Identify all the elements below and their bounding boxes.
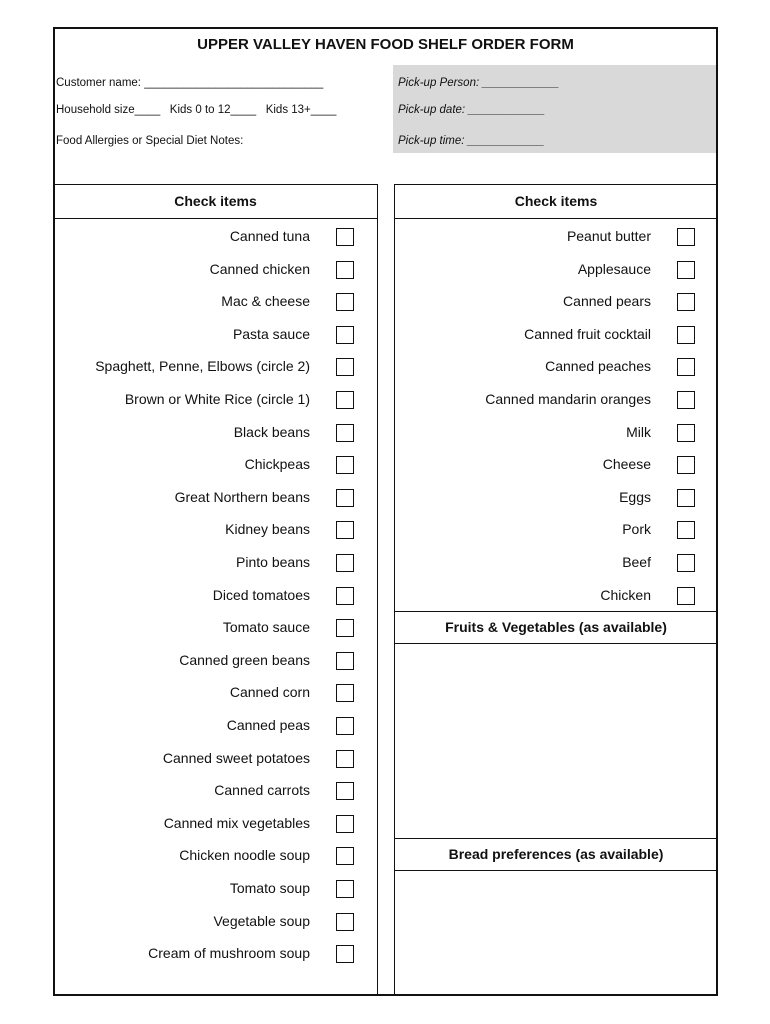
right-item-label: Canned mandarin oranges — [485, 391, 651, 407]
bread-bottom-divider — [394, 870, 718, 871]
pickup-time-field[interactable]: Pick-up time: ____________ — [398, 135, 545, 147]
left-item-label: Tomato soup — [229, 880, 310, 896]
left-item-checkbox[interactable] — [336, 945, 354, 963]
left-item-label: Canned peas — [226, 717, 310, 733]
left-item-label: Mac & cheese — [221, 293, 310, 310]
right-item-checkbox[interactable] — [677, 587, 695, 605]
left-item-label: Brown or White Rice (circle 1) — [124, 391, 310, 407]
left-item-label: Black beans — [233, 423, 310, 440]
right-item-label: Canned fruit cocktail — [524, 325, 651, 342]
left-item-label: Kidney beans — [225, 521, 310, 538]
pickup-person-field[interactable]: Pick-up Person: ____________ — [398, 77, 560, 89]
right-item-checkbox[interactable] — [677, 358, 695, 376]
form-title: UPPER VALLEY HAVEN FOOD SHELF ORDER FORM — [197, 36, 574, 53]
right-item-label: Beef — [622, 554, 651, 570]
right-item-label: Canned peaches — [545, 358, 651, 375]
left-item-label: Pasta sauce — [232, 325, 310, 342]
left-item-label: Chicken noodle soup — [179, 847, 310, 864]
left-item-label: Great Northern beans — [174, 488, 310, 505]
right-item-checkbox[interactable] — [677, 424, 695, 442]
left-item-label: Canned carrots — [214, 782, 310, 799]
left-item-label: Vegetable soup — [213, 912, 310, 929]
right-item-checkbox[interactable] — [677, 521, 695, 539]
right-item-checkbox[interactable] — [677, 391, 695, 409]
left-item-checkbox[interactable] — [336, 913, 354, 931]
right-item-label: Chicken — [600, 586, 651, 603]
left-item-checkbox[interactable] — [336, 880, 354, 898]
right-item-checkbox[interactable] — [677, 489, 695, 507]
left-item-checkbox[interactable] — [336, 717, 354, 735]
right-item-label: Milk — [626, 423, 651, 440]
left-item-checkbox[interactable] — [336, 847, 354, 865]
left-item-label: Canned corn — [229, 684, 310, 701]
right-item-checkbox[interactable] — [677, 293, 695, 311]
bread-preferences-header: Bread preferences (as available) — [448, 846, 664, 862]
left-item-checkbox[interactable] — [336, 619, 354, 637]
right-item-checkbox[interactable] — [677, 326, 695, 344]
right-item-label: Applesauce — [577, 260, 651, 277]
fruits-vegetables-header: Fruits & Vegetables (as available) — [445, 619, 667, 635]
left-item-label: Canned green beans — [179, 651, 310, 668]
right-item-checkbox[interactable] — [677, 228, 695, 246]
right-item-label: Pork — [622, 521, 651, 538]
left-item-label: Canned tuna — [229, 228, 310, 244]
left-item-label: Cream of mushroom soup — [148, 945, 310, 962]
right-column-header: Check items — [514, 193, 598, 209]
right-header-divider — [394, 218, 718, 219]
pickup-date-field[interactable]: Pick-up date: ____________ — [398, 104, 546, 116]
right-item-checkbox[interactable] — [677, 261, 695, 279]
allergies-notes-field[interactable]: Food Allergies or Special Diet Notes: — [56, 135, 244, 147]
right-item-label: Eggs — [619, 488, 651, 505]
left-item-checkbox[interactable] — [336, 815, 354, 833]
left-item-label: Chickpeas — [244, 456, 310, 473]
left-item-checkbox[interactable] — [336, 652, 354, 670]
left-item-checkbox[interactable] — [336, 684, 354, 702]
customer-name-field[interactable]: Customer name: ____________________________ — [56, 77, 324, 89]
fruits-vegetables-area[interactable] — [396, 645, 716, 837]
fruits-top-divider — [394, 611, 718, 612]
left-item-label: Canned sweet potatoes — [162, 749, 310, 766]
right-item-checkbox[interactable] — [677, 456, 695, 474]
left-item-label: Pinto beans — [236, 554, 310, 570]
left-item-checkbox[interactable] — [336, 782, 354, 800]
right-item-label: Cheese — [602, 456, 651, 473]
left-column-header: Check items — [174, 193, 257, 209]
bread-preferences-area[interactable] — [396, 872, 716, 994]
fruits-bottom-divider — [394, 643, 718, 644]
left-item-label: Diced tomatoes — [212, 586, 310, 603]
left-item-label: Spaghett, Penne, Elbows (circle 2) — [95, 358, 310, 375]
right-item-checkbox[interactable] — [677, 554, 695, 572]
household-size-field[interactable]: Household size____ Kids 0 to 12____ Kids 13+____ — [56, 104, 337, 116]
right-item-label: Canned pears — [563, 293, 651, 310]
left-item-label: Tomato sauce — [222, 619, 310, 636]
left-item-label: Canned mix vegetables — [163, 814, 310, 831]
left-item-checkbox[interactable] — [336, 750, 354, 768]
right-item-label: Peanut butter — [566, 228, 651, 244]
left-header-divider — [53, 218, 378, 219]
bread-top-divider — [394, 838, 718, 839]
left-item-label: Canned chicken — [209, 260, 310, 277]
